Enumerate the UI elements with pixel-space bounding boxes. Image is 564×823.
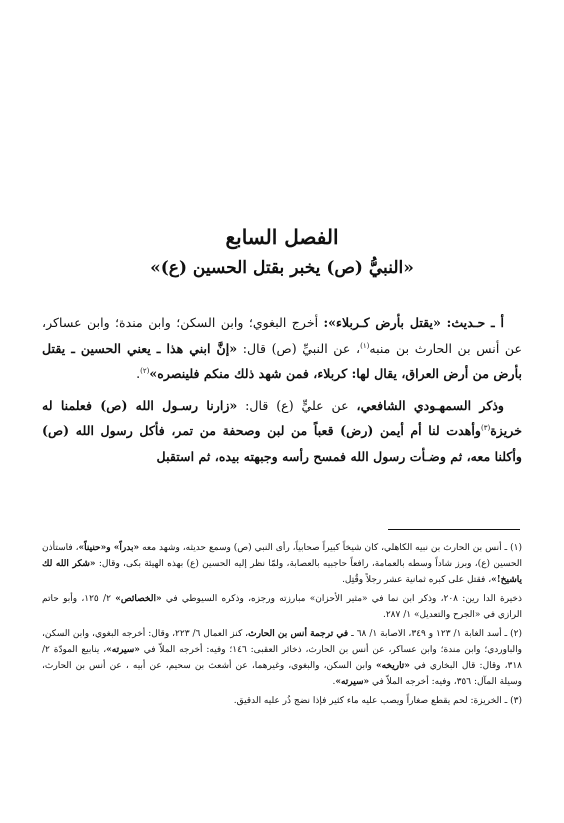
text-run: في ترجمة أنس بن الحارث	[248, 629, 349, 639]
footnote-1-source	[42, 591, 522, 623]
hadith-heading: أ ـ حـديث: «يقتل بأرض كـربلاء»:	[323, 315, 504, 330]
text-run: عن عليٍّ (ع) قال:	[237, 397, 357, 413]
text-run: ، فاستأذن الحسين (ع)، وبرز شاداً وسطه بالعمامة، رافعاً حاجبيه بالعصابة، ولمّا نظر إليه الحسين (ع) بهذه الهيئة بكى، وقال:	[42, 543, 522, 569]
chapter-title: الفصل السابع	[225, 225, 339, 249]
text-run: «الخصائص»	[115, 594, 162, 604]
text-run: «بدراً» و«حنيناً»	[78, 543, 140, 553]
chapter-subtitle: «النبيُّ (ص) يخبر بقتل الحسين (ع)»	[150, 258, 414, 278]
hadith-quote: وأهدت لنا أم أيمن (رض) قعباً من لبن وصحفة من تمر، فأكل رسول الله (ص) وأكلنا معه، ثم وضـأت رسول الله فمسح رأسه وجبهته بيده، ثم استقبل	[42, 423, 522, 464]
text-run: «سيرته»	[106, 645, 140, 655]
main-text	[42, 310, 522, 469]
text-run: (٢) ـ أسد الغابة ١/ ١٢٣ و ٣٤٩، الاصابة ١/ ٦٨ ـ	[348, 629, 522, 639]
narrator-heading: وذكر السمهـودي الشافعي،	[356, 397, 505, 413]
footnote-separator	[388, 529, 520, 530]
text-run: .	[332, 677, 336, 687]
text-run: .	[136, 366, 141, 381]
footnote-ref: (٣)	[480, 423, 491, 432]
text-run: «تاريخه»	[375, 661, 410, 671]
text-run: ، كنز العمال ٦/ ٢٢٣، وقال: أخرجه البغوي، وابن السكن، والباوردي؛ وابن مندة؛ وابن عساكر، عن أنس بن الحارث، ذخائر العقبى: ١٤٦؛ وفيه: أخرجه الملاّ في	[42, 629, 523, 655]
footnote-1	[42, 540, 522, 588]
text-run: ٢/ ١٢٥، وأبو حاتم الرازي في «الجرح والتعديل» ١/ ٢٨٧.	[42, 594, 522, 620]
text-run: (١) ـ أنس بن الحارث بن نبيه الكاهلي، كان شيخاً كبيراً صحابياً، رأى النبي (ص) وسمع حديثه، وشهد معه	[139, 543, 522, 553]
paragraph-hadith-karbala	[42, 310, 522, 387]
text-run: وابن السكن، والبغوي، وغيرهما، عن أشعث بن سحيم، عن أبيه ، عن أنس بن الحارث، وسيلة المآل: ٣٥٦، وفيه: أخرجه الملاّ في	[42, 661, 522, 687]
footnote-3: (٣) ـ الخريزة: لحم يقطع صغاراً ويصب عليه ماء كثير فإذا نضج ذُر عليه الدقيق.	[233, 696, 522, 706]
text-run: أخرج البغوي؛ وابن السكن؛ وابن مندة؛ وابن عساكر، عن أنس بن الحارث بن منبه	[42, 315, 523, 356]
hadith-quote: «إنَّ ابني هذا ـ يعني الحسين ـ يقتل بأرض من أرض العراق، يقال لها: كربلاء، فمن شهد ذلك منكم فلينصره»	[42, 340, 522, 381]
footnote-2	[42, 626, 522, 690]
text-run: ، عن النبيِّ (ص) قال:	[237, 340, 361, 356]
text-run: ، ينابيع المودّة ٢/ ٣١٨، وقال: قال البخاري في	[42, 645, 522, 671]
text-run: «شكر الله لك ياشيخ!»	[42, 559, 522, 585]
text-run: ، فقتل على كبره ثمانية عشر رجلاً وقُتِل.	[342, 575, 492, 585]
hadith-quote: «زارنا رسـول الله (ص) فعلمنا له خريزة	[42, 397, 522, 438]
footnote-ref: (١)	[360, 341, 370, 350]
footnote-ref: (٢)	[140, 366, 150, 375]
paragraph-samhudi	[42, 393, 522, 470]
text-run: ذخيرة الدا رين: ٢٠٨، وذكر ابن نما في «مثير الأحزان» مبارزته ورجزه، وذكره السيوطي في	[161, 594, 522, 604]
text-run: «سيرته»	[335, 677, 370, 687]
footnotes	[42, 540, 522, 709]
